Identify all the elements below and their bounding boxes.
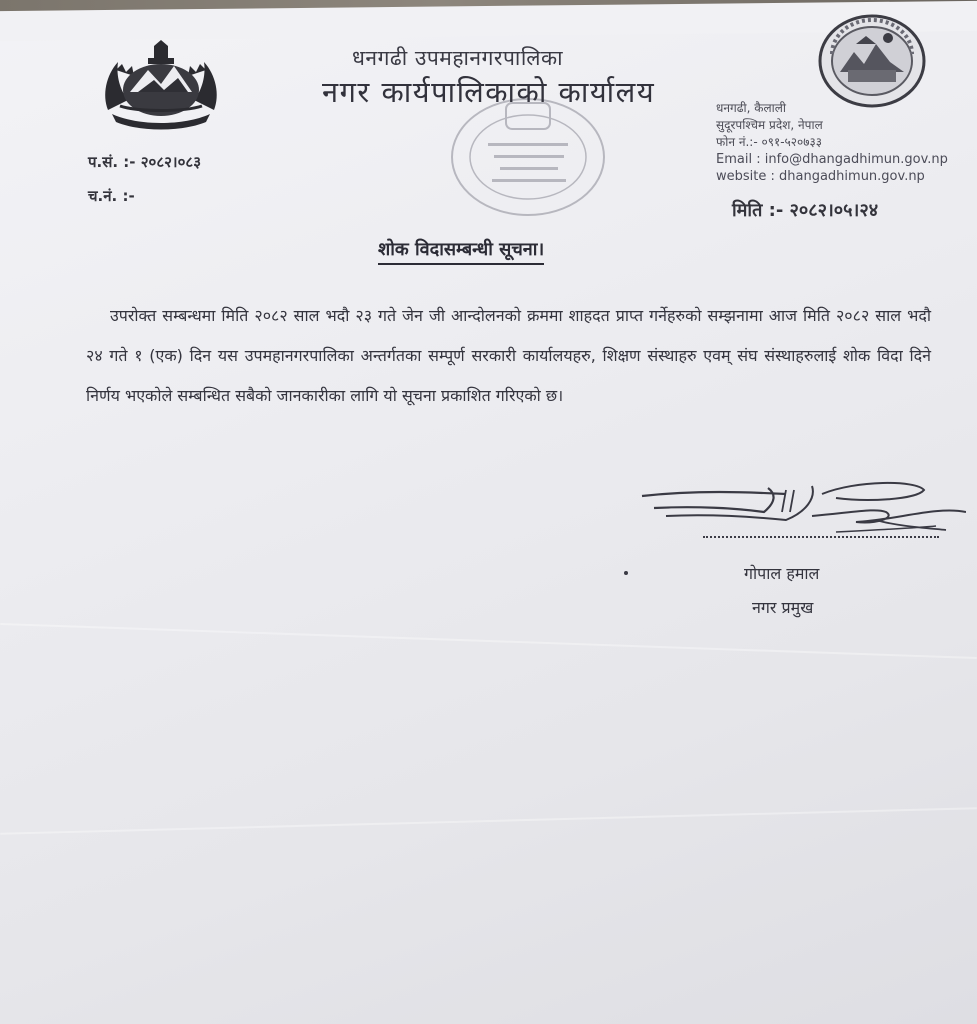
ink-dot xyxy=(624,571,628,575)
notice-date: मिति :- २०८२।०५।२४ xyxy=(732,200,879,221)
address-line-1: धनगढी, कैलाली xyxy=(716,101,786,115)
contact-block xyxy=(716,100,948,185)
paper-crease xyxy=(0,623,976,659)
office-stamp-icon xyxy=(448,95,608,220)
website-line: website : dhangadhimun.gov.np xyxy=(716,169,925,184)
paper-crease xyxy=(0,807,977,835)
municipality-name: धनगढी उपमहानगरपालिका xyxy=(352,46,564,70)
nepal-emblem-icon xyxy=(98,40,224,132)
reference-number: प.सं. :- २०८२।०८३ xyxy=(88,153,202,171)
office-name: नगर कार्यपालिकाको कार्यालय xyxy=(322,75,656,109)
phone-line: फोन नं.:- ०९१-५२०७३३ xyxy=(716,135,822,149)
address-line-2: सुदूरपश्चिम प्रदेश, नेपाल xyxy=(716,118,823,132)
signatory-title: नगर प्रमुख xyxy=(752,598,814,617)
signatory-name: गोपाल हमाल xyxy=(744,564,820,583)
email-line: Email : info@dhangadhimun.gov.np xyxy=(716,152,948,167)
notice-body: उपरोक्त सम्बन्धमा मिति २०८२ साल भदौ २३ गते जेन जी आन्दोलनको क्रममा शाहदत प्राप्त गर्नेहरुको सम्झनामा आज मिति २०८२ साल भदौ २४ गते १ (एक) दिन यस उपमहानगरपालिका अन्तर्गतका सम्पूर्ण सरकारी कार्यालयहरु, शिक्षण संस्थाहरु एवम् संघ संस्थाहरुलाई शोक विदा दिने निर्णय भएकोले सम्बन्धित सबैको जानकारीका लागि यो सूचना प्रकाशित गरिएको छ। xyxy=(86,306,931,405)
dispatch-number: च.नं. :- xyxy=(88,187,135,205)
signature-line xyxy=(703,536,939,538)
municipality-logo-icon xyxy=(818,14,926,108)
handwritten-signature xyxy=(636,472,966,552)
notice-subject: शोक विदासम्बन्धी सूचना। xyxy=(378,237,544,265)
